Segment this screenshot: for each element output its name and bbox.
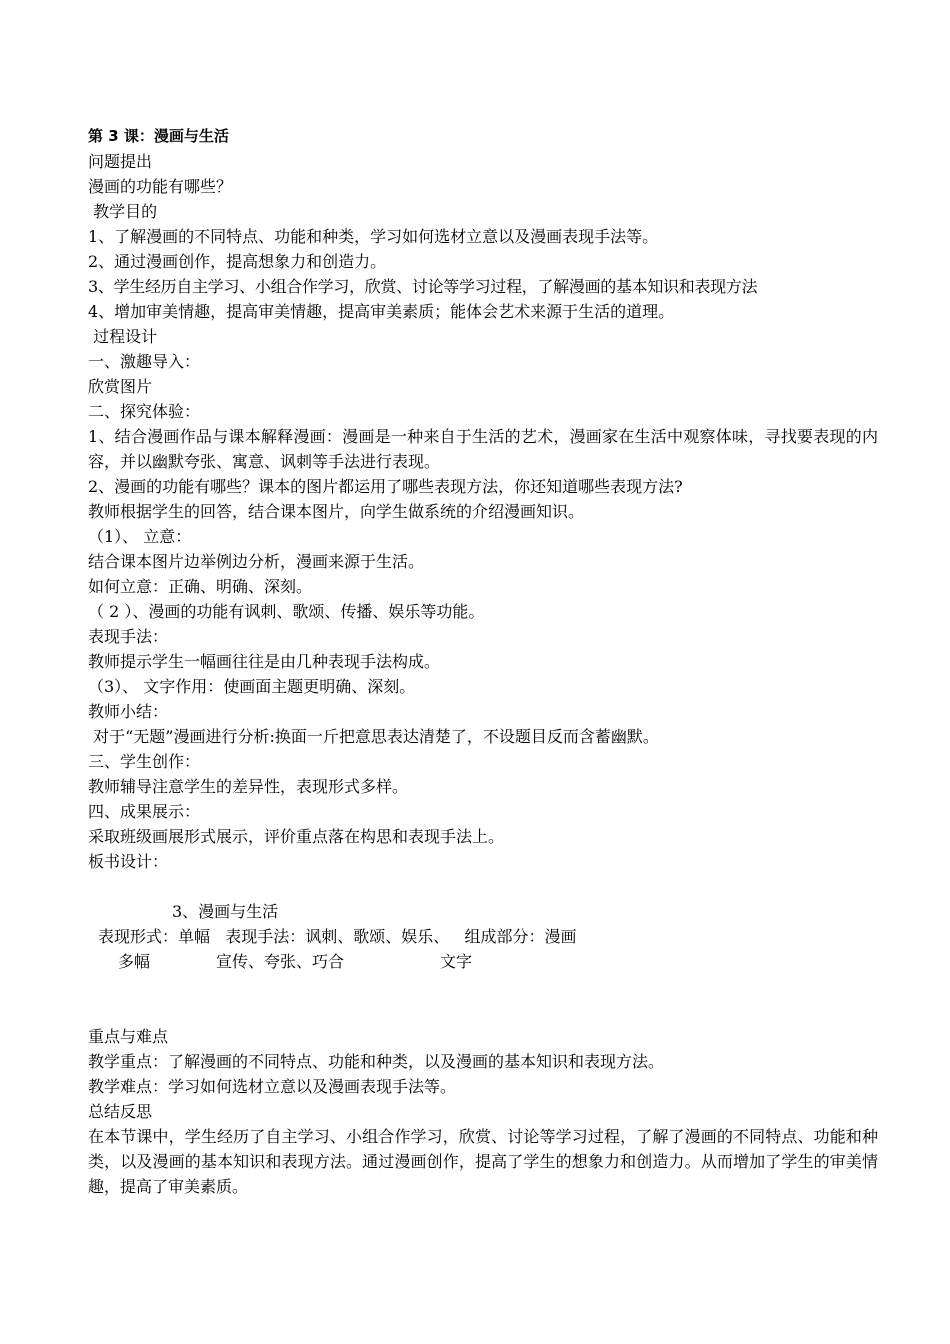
board-title: 3、漫画与生活 bbox=[172, 902, 279, 921]
process-line: 欣赏图片 bbox=[88, 377, 153, 396]
board-row-1: 表现形式：单幅 表现手法：讽刺、歌颂、娱乐、 组成部分：漫画 bbox=[98, 927, 577, 946]
process-line: 板书设计： bbox=[88, 852, 169, 871]
process-line: 如何立意：正确、明确、深刻。 bbox=[88, 577, 313, 596]
summary-heading: 总结反思 bbox=[88, 1102, 153, 1121]
process-line: 教师根据学生的回答，结合课本图片，向学生做系统的介绍漫画知识。 bbox=[88, 502, 585, 521]
goal-item: 3、学生经历自主学习、小组合作学习，欣赏、讨论等学习过程，了解漫画的基本知识和表现方法 bbox=[88, 277, 758, 296]
board-row-2-form: 多幅 bbox=[118, 952, 151, 971]
goals-heading: 教学目的 bbox=[88, 202, 158, 221]
process-line: 三、学生创作： bbox=[88, 752, 201, 771]
process-line: 2、漫画的功能有哪些？课本的图片都运用了哪些表现方法，你还知道哪些表现方法? bbox=[88, 477, 683, 496]
keypoints-heading: 重点与难点 bbox=[88, 1027, 169, 1046]
process-line: 一、激趣导入： bbox=[88, 352, 201, 371]
goal-item: 1、了解漫画的不同特点、功能和种类，学习如何选材立意以及漫画表现手法等。 bbox=[88, 227, 659, 246]
blackboard-design bbox=[88, 899, 878, 974]
board-row-2-part: 文字 bbox=[440, 952, 473, 971]
document-page bbox=[88, 124, 878, 1199]
process-line: 教师辅导注意学生的差异性，表现形式多样。 bbox=[88, 777, 409, 796]
intro-heading: 问题提出 bbox=[88, 152, 153, 171]
process-line: （1）、 立意： bbox=[88, 527, 192, 546]
summary-paragraph: 在本节课中，学生经历了自主学习、小组合作学习，欣赏、讨论等学习过程，了解了漫画的不同特点、功能和种类，以及漫画的基本知识和表现方法。通过漫画创作，提高了学生的想象力和创造力。从而增加了学生的审美情趣，提高了审美素质。 bbox=[88, 1127, 878, 1196]
process-line: （3）、 文字作用：使画面主题更明确、深刻。 bbox=[88, 677, 416, 696]
process-line: 表现手法： bbox=[88, 627, 169, 646]
key-difficulty: 教学难点：学习如何选材立意以及漫画表现手法等。 bbox=[88, 1077, 457, 1096]
process-line: 四、成果展示： bbox=[88, 802, 201, 821]
process-line: 采取班级画展形式展示，评价重点落在构思和表现手法上。 bbox=[88, 827, 505, 846]
process-line: 教师提示学生一幅画往往是由几种表现手法构成。 bbox=[88, 652, 441, 671]
process-line: （ 2 ）、漫画的功能有讽刺、歌颂、传播、娱乐等功能。 bbox=[88, 602, 485, 621]
intro-question: 漫画的功能有哪些？ bbox=[88, 177, 233, 196]
goal-item: 2、通过漫画创作，提高想象力和创造力。 bbox=[88, 252, 387, 271]
process-line: 结合课本图片边举例边分析，漫画来源于生活。 bbox=[88, 552, 425, 571]
process-line: 对于“无题”漫画进行分析:换面一斤把意思表达清楚了，不设题目反而含蓄幽默。 bbox=[88, 727, 659, 746]
key-focus: 教学重点：了解漫画的不同特点、功能和种类，以及漫画的基本知识和表现方法。 bbox=[88, 1052, 665, 1071]
goal-item: 4、增加审美情趣，提高审美情趣，提高审美素质；能体会艺术来源于生活的道理。 bbox=[88, 302, 675, 321]
board-row-2-method: 宣传、夸张、巧合 bbox=[216, 952, 345, 971]
process-line: 教师小结： bbox=[88, 702, 169, 721]
process-line: 二、探究体验： bbox=[88, 402, 201, 421]
lesson-title: 第 3 课：漫画与生活 bbox=[88, 127, 229, 145]
process-heading: 过程设计 bbox=[88, 327, 158, 346]
explain-paragraph: 1、结合漫画作品与课本解释漫画：漫画是一种来自于生活的艺术，漫画家在生活中观察体味，寻找要表现的内容，并以幽默夸张、寓意、讽刺等手法进行表现。 bbox=[88, 427, 878, 471]
